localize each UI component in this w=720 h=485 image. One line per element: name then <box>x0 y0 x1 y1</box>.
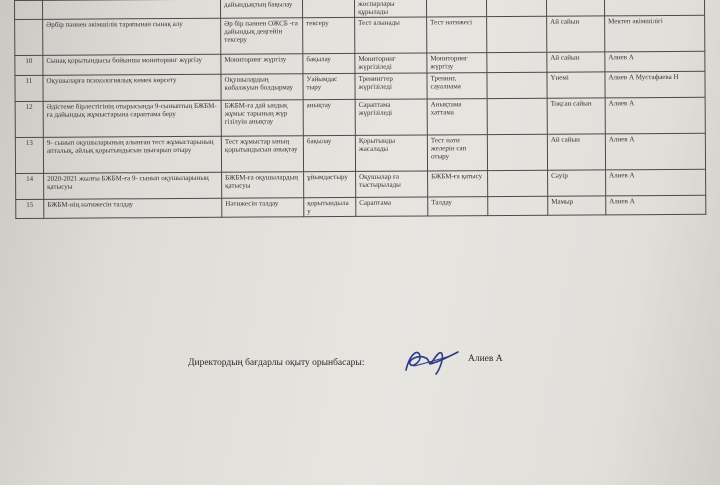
table-row <box>16 195 706 218</box>
responsible-cell: Алиев А Мустафаева Н <box>605 71 705 98</box>
row-number: 13 <box>15 137 43 173</box>
plan-table <box>14 0 706 219</box>
deadline-cell: Тоқсан сайын <box>547 98 605 134</box>
deadline-cell: Мамыр <box>548 196 606 215</box>
form-cell: Әр бір пәннен ОЖСБ -га дайындық деңгейін тексеру <box>221 18 303 55</box>
table-row <box>15 97 705 137</box>
type-cell: қорытындыла у <box>304 197 356 216</box>
form-cell: Мониторинг жүргізу <box>221 54 303 75</box>
signature-position-label: Директордың бағдарлы оқыту орынбасары: <box>188 358 365 368</box>
method-cell: Қорытынды жасалады <box>355 135 427 171</box>
type-cell: анықтау <box>303 99 355 135</box>
task-cell: 9- сынып оқушыларының алынған тест жұмыстарының апталық, айлық қорытындысын шығарып отыру <box>43 136 221 173</box>
result-cell: Тест нәтижесі <box>427 17 487 53</box>
task-cell <box>43 0 221 19</box>
row-number <box>15 0 43 19</box>
row-number: 10 <box>15 55 43 75</box>
task-cell: Оқушыларға психологиялық көмек көрсету <box>43 74 221 101</box>
deadline-cell: Ай сайын <box>547 16 605 52</box>
deadline-cell: Үнемі <box>547 72 605 98</box>
deadline-cell <box>546 0 604 16</box>
type-cell: Уайымдас тыру <box>303 73 355 99</box>
blank-cell <box>487 72 547 98</box>
type-cell: тексеру <box>303 17 355 53</box>
deadline-cell: Ай сайын <box>547 134 605 170</box>
row-number: 14 <box>16 173 44 199</box>
result-cell: БЖБМ-ға қатысу <box>428 171 488 197</box>
form-cell: Тест жұмыстар ының қорытындысын анықтау <box>221 136 303 173</box>
deadline-cell: Сәуір <box>548 170 606 196</box>
result-cell: Анықтама хаттама <box>427 99 487 135</box>
method-cell: Мониторинг жүргізіледі <box>355 53 427 73</box>
signature-name: Алиев А <box>468 354 503 364</box>
blank-cell <box>487 134 547 170</box>
form-cell: Нәтижесін талдау <box>222 198 304 218</box>
blank-cell <box>487 98 547 134</box>
deadline-cell: Ай сайын <box>547 52 605 72</box>
responsible-cell: Алиев А <box>605 133 705 170</box>
blank-cell <box>488 196 548 215</box>
task-cell: 2020-2021 жылғы БЖБМ-ға 9- сынып оқушыларының қатысуы <box>44 172 222 199</box>
blank-cell <box>487 16 547 52</box>
task-cell: Әрбір пәннен әкімшілік тарапынан сынақ алу <box>43 18 221 55</box>
result-cell: Мониторинг жүргізу <box>427 53 487 73</box>
method-cell: жоспарлары құрылады <box>354 0 426 17</box>
result-cell: Тест нәти желерін сап отыру <box>427 135 487 171</box>
responsible-cell: Алиев А <box>605 51 705 72</box>
responsible-cell: Мектеп әкімшілігі <box>605 15 705 52</box>
plan-table-wrapper <box>14 0 706 250</box>
table-row <box>15 15 705 55</box>
signature-block <box>188 352 508 392</box>
responsible-cell: Алиев А <box>606 195 706 215</box>
responsible-cell <box>604 0 704 16</box>
type-cell: ұйымдастыру <box>304 171 356 197</box>
method-cell: Оқушылар ға тыстырылады <box>356 171 428 197</box>
blank-cell <box>486 0 546 17</box>
task-cell: Әдістеме бірлестігінің отырысында 9-сыныптың БЖБМ-ға дайындық жұмыстарына сараптама беру <box>43 100 221 137</box>
form-cell: дайындықтың бақылау <box>220 0 302 18</box>
result-cell <box>426 0 486 17</box>
type-cell <box>302 0 354 18</box>
handwritten-signature <box>400 344 462 378</box>
row-number: 11 <box>15 75 43 101</box>
result-cell: Талдау <box>428 197 488 216</box>
method-cell: Тренингтер жүргізіледі <box>355 73 427 99</box>
form-cell: БЖБМ-ға оқушылардың қатысуы <box>222 172 304 199</box>
blank-cell <box>488 170 548 196</box>
plan-table-body <box>15 0 706 218</box>
form-cell: Оқушылардың көбалжуын болдырмау <box>221 74 303 101</box>
method-cell: Сараптама жүргізіледі <box>355 99 427 135</box>
row-number <box>15 19 43 55</box>
table-row <box>15 133 705 173</box>
row-number: 15 <box>16 199 44 218</box>
method-cell: Сараптама <box>356 197 428 216</box>
type-cell: бақылау <box>303 135 355 171</box>
task-cell: Сынақ қорытындысы бойынша мониторинг жүргізу <box>43 54 221 75</box>
task-cell: БЖБМ-нің нәтижесін талдау <box>44 198 222 218</box>
method-cell: Тест алынады <box>355 17 427 53</box>
result-cell: Тренинг, сауалнама <box>427 73 487 99</box>
row-number: 12 <box>15 101 43 137</box>
responsible-cell: Алиев А <box>606 169 706 196</box>
responsible-cell: Алиев А <box>605 97 705 134</box>
type-cell: бақылау <box>303 53 355 73</box>
form-cell: БЖБМ-ға дай ындық жұмыс тарының жүр гізілуін анықтау <box>221 100 303 137</box>
blank-cell <box>487 52 547 72</box>
